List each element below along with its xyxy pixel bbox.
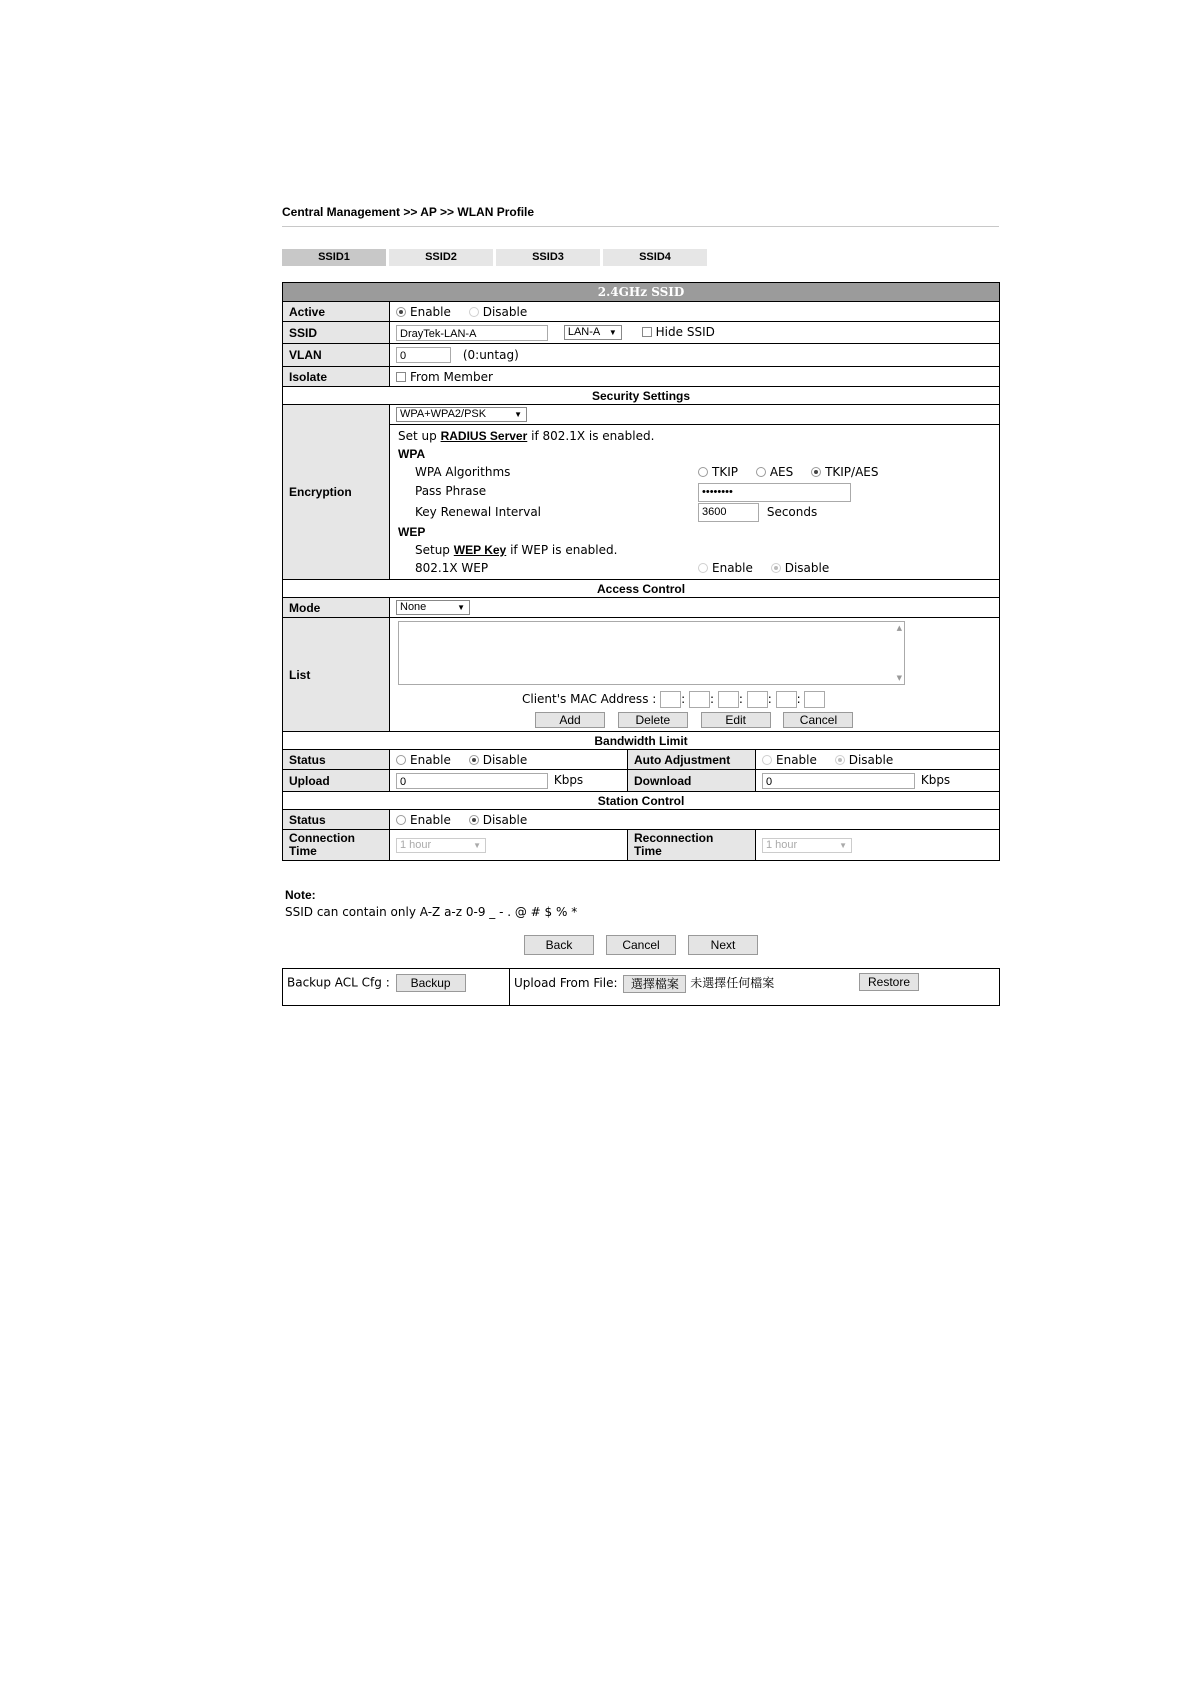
next-button[interactable]: Next — [688, 935, 758, 955]
chevron-down-icon: ▼ — [457, 603, 465, 612]
auto-disable-radio[interactable] — [835, 755, 845, 765]
ssid-input[interactable]: DrayTek-LAN-A — [396, 325, 548, 341]
upload-input[interactable]: 0 — [396, 773, 548, 789]
reconnection-time-select[interactable]: 1 hour ▼ — [762, 838, 852, 853]
connection-time-select[interactable]: 1 hour ▼ — [396, 838, 486, 853]
aes-radio[interactable] — [756, 467, 766, 477]
wpa-title: WPA — [398, 447, 426, 461]
key-renewal-label: Key Renewal Interval — [415, 505, 542, 519]
isolate-member-option[interactable]: From Member — [396, 370, 493, 384]
tab-ssid2[interactable]: SSID2 — [389, 249, 493, 266]
bandwidth-status-label: Status — [283, 750, 390, 770]
isolate-label: Isolate — [283, 367, 390, 387]
bandwidth-disable-radio[interactable] — [469, 755, 479, 765]
tab-ssid4[interactable]: SSID4 — [603, 249, 707, 266]
cancel-button[interactable]: Cancel — [606, 935, 676, 955]
breadcrumb-divider — [282, 226, 999, 227]
delete-button[interactable]: Delete — [618, 712, 688, 728]
note-section — [285, 888, 577, 919]
upload-file-label: Upload From File: — [514, 976, 618, 990]
active-disable-option[interactable]: Disable — [469, 305, 528, 319]
8021x-enable-radio[interactable] — [698, 563, 708, 573]
reconnection-time-label: Reconnection Time — [628, 830, 756, 861]
mac-octet-5[interactable] — [776, 691, 797, 708]
mac-actions — [398, 710, 991, 728]
section-header-ssid: 2.4GHz SSID — [283, 283, 1000, 302]
download-input[interactable]: 0 — [762, 773, 915, 789]
chevron-down-icon: ▼ — [473, 840, 481, 850]
note-title: Note: — [285, 888, 316, 902]
8021x-disable-radio[interactable] — [771, 563, 781, 573]
radius-server-link[interactable]: RADIUS Server — [440, 429, 528, 443]
active-enable-option[interactable]: Enable — [396, 305, 451, 319]
list-label: List — [283, 618, 390, 732]
vlan-label: VLAN — [283, 344, 390, 367]
upload-unit: Kbps — [553, 773, 584, 787]
chevron-down-icon: ▼ — [839, 840, 847, 850]
chevron-down-icon: ▼ — [514, 410, 522, 419]
bandwidth-enable-option[interactable]: Enable — [396, 753, 451, 767]
mac-octet-3[interactable] — [718, 691, 739, 708]
station-control-header: Station Control — [283, 792, 1000, 810]
mac-octet-2[interactable] — [689, 691, 710, 708]
seconds-unit: Seconds — [766, 505, 818, 519]
hide-ssid-option[interactable]: Hide SSID — [642, 325, 715, 339]
download-unit: Kbps — [920, 773, 951, 787]
8021x-wep-label: 802.1X WEP — [415, 561, 489, 575]
tab-ssid1[interactable]: SSID1 — [282, 249, 386, 266]
edit-button[interactable]: Edit — [701, 712, 771, 728]
backup-restore-table — [282, 968, 1000, 1006]
restore-button[interactable]: Restore — [859, 973, 919, 991]
wep-title: WEP — [398, 525, 426, 539]
aes-option[interactable]: AES — [756, 465, 793, 479]
encryption-label: Encryption — [283, 405, 390, 580]
backup-acl-label: Backup ACL Cfg : — [287, 975, 390, 990]
tab-ssid3[interactable]: SSID3 — [496, 249, 600, 266]
mac-octet-6[interactable] — [804, 691, 825, 708]
auto-disable-option[interactable]: Disable — [835, 753, 894, 767]
8021x-enable-option[interactable]: Enable — [698, 561, 753, 575]
vlan-hint: (0:untag) — [462, 347, 519, 362]
mac-list-box[interactable] — [398, 621, 905, 685]
note-text: SSID can contain only A-Z a-z 0-9 _ - . @ # $ % * — [285, 905, 578, 919]
lan-select[interactable]: LAN-A ▼ — [564, 325, 622, 340]
station-enable-option[interactable]: Enable — [396, 813, 451, 827]
scroll-down-icon[interactable]: ▼ — [896, 674, 902, 682]
8021x-disable-option[interactable]: Disable — [771, 561, 830, 575]
access-control-header: Access Control — [283, 580, 1000, 598]
scroll-up-icon[interactable]: ▲ — [896, 624, 902, 632]
access-mode-select[interactable]: None ▼ — [396, 600, 470, 615]
ssid-label: SSID — [283, 322, 390, 344]
tkip-radio[interactable] — [698, 467, 708, 477]
ssid-settings-table — [282, 282, 1000, 861]
active-disable-radio[interactable] — [469, 307, 479, 317]
bandwidth-enable-radio[interactable] — [396, 755, 406, 765]
station-disable-option[interactable]: Disable — [469, 813, 528, 827]
upload-label: Upload — [283, 770, 390, 792]
auto-enable-radio[interactable] — [762, 755, 772, 765]
backup-button[interactable]: Backup — [396, 974, 466, 992]
auto-adjustment-label: Auto Adjustment — [628, 750, 756, 770]
station-status-label: Status — [283, 810, 390, 830]
vlan-input[interactable]: 0 — [396, 347, 451, 363]
tkip-aes-option[interactable]: TKIP/AES — [811, 465, 878, 479]
download-label: Download — [628, 770, 756, 792]
tkip-option[interactable]: TKIP — [698, 465, 738, 479]
tkip-aes-radio[interactable] — [811, 467, 821, 477]
no-file-text: 未選擇任何檔案 — [690, 976, 775, 990]
bandwidth-disable-option[interactable]: Disable — [469, 753, 528, 767]
chevron-down-icon: ▼ — [608, 328, 617, 337]
ssid-tabs — [282, 249, 710, 266]
wpa-algorithm-options — [698, 463, 879, 481]
connection-time-label: Connection Time — [283, 830, 390, 861]
wpa-algorithms-label: WPA Algorithms — [415, 465, 511, 479]
pass-phrase-input[interactable]: •••••••• — [698, 483, 851, 502]
encryption-mode-select[interactable]: WPA+WPA2/PSK ▼ — [396, 407, 527, 422]
wep-key-link[interactable]: WEP Key — [453, 543, 507, 557]
station-enable-radio[interactable] — [396, 815, 406, 825]
auto-enable-option[interactable]: Enable — [762, 753, 817, 767]
cancel-mac-button[interactable]: Cancel — [783, 712, 853, 728]
hide-ssid-checkbox[interactable] — [642, 327, 652, 337]
bandwidth-limit-header: Bandwidth Limit — [283, 732, 1000, 750]
active-enable-radio[interactable] — [396, 307, 406, 317]
key-renewal-input[interactable]: 3600 — [698, 503, 759, 522]
key-renewal-group — [698, 503, 817, 522]
isolate-checkbox[interactable] — [396, 372, 406, 382]
breadcrumb: Central Management >> AP >> WLAN Profile — [282, 205, 535, 219]
mode-label: Mode — [283, 598, 390, 618]
mac-octet-4[interactable] — [747, 691, 768, 708]
pass-phrase-label: Pass Phrase — [415, 484, 487, 498]
encryption-details: Set up RADIUS Server if 802.1X is enabled. WPA WPA Algorithms TKIP AES TKIP/AES Pass Phrase •••••••• Key Renewal Interval 3600 Seconds WEP Setup WEP Key if WEP is enabled. 802.1X WEP Enable Disable — [390, 425, 1000, 580]
add-button[interactable]: Add — [535, 712, 605, 728]
mac-address-label: Client's MAC Address : — [522, 692, 657, 706]
mac-address-row: Client's MAC Address : : : : : : — [398, 689, 991, 709]
8021x-wep-options — [698, 559, 829, 577]
back-button[interactable]: Back — [524, 935, 594, 955]
station-disable-radio[interactable] — [469, 815, 479, 825]
active-label: Active — [283, 302, 390, 322]
security-settings-header: Security Settings — [283, 387, 1000, 405]
choose-file-button[interactable]: 選擇檔案 — [623, 975, 686, 993]
mac-octet-1[interactable] — [660, 691, 681, 708]
